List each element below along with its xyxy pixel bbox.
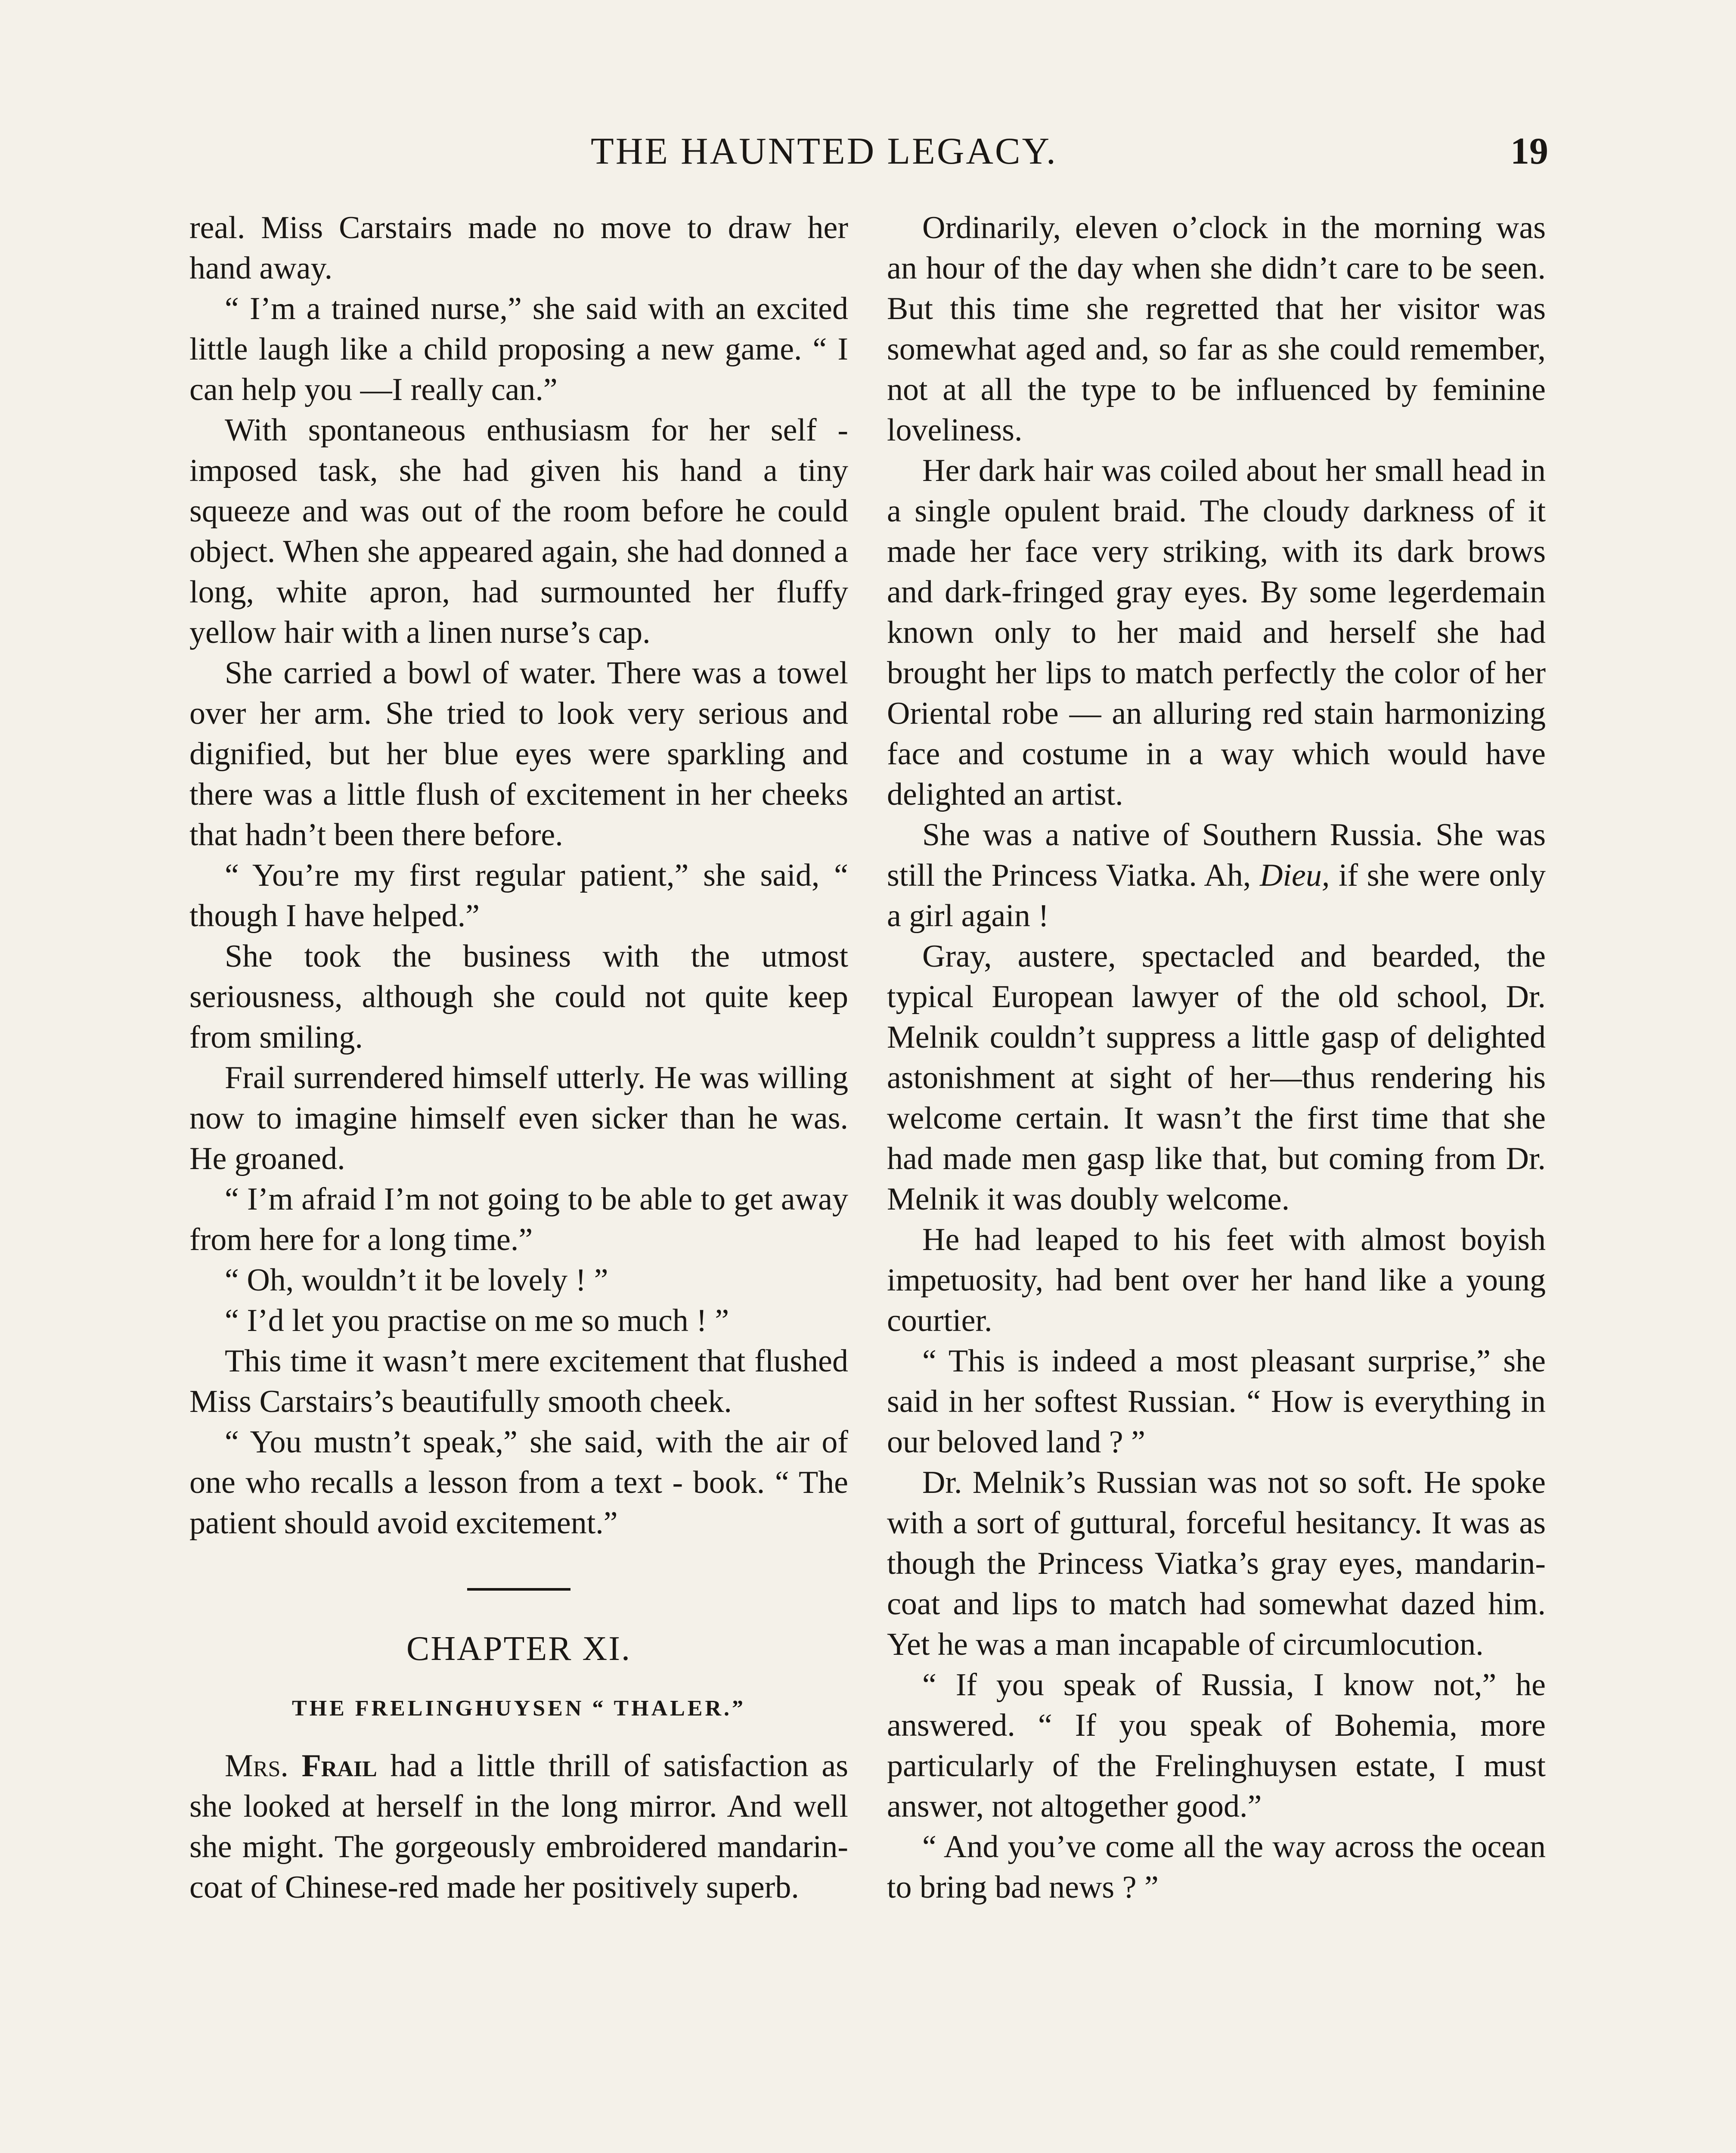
paragraph: “ I’d let you practise on me so much ! ” — [225, 1303, 729, 1338]
paragraph: Gray, austere, spectacled and bearded, the typical European lawyer of the old school, Dr. Melnik couldn’t suppress a little gasp of delighted astonishment at sight of her—thus rendering his welcome certain. It wasn’t the first time that she had made men gasp like that, but coming from Dr. Melnik it was doubly welcome. — [887, 939, 1546, 1217]
paragraph: Ordinarily, eleven o’clock in the morning was an hour of the day when she didn’t care to be seen. But this time she regretted that her visitor was somewhat aged and, so far as she could remember, not at all the type to be influenced by feminine loveliness. — [887, 210, 1546, 448]
paragraph-native — [887, 815, 1546, 936]
paragraph: “ Oh, wouldn’t it be lovely ! ” — [225, 1263, 608, 1298]
paragraph: “ I’m afraid I’m not going to be able to get away from here for a long time.” — [189, 1182, 848, 1257]
chapter-subtitle: THE FRELINGHUYSEN “ THALER.” — [291, 1696, 746, 1721]
right-column — [887, 208, 1546, 1908]
paragraph: Her dark hair was coiled about her small head in a single opulent braid. The cloudy darkness of it made her face very striking, with its dark brows and dark-fringed gray eyes. By some legerdemain known only to her maid and herself she had brought her lips to match perfectly the color of her Oriental robe — an alluring red stain harmonizing face and costume in a way which would have delighted an artist. — [887, 453, 1546, 812]
paragraph: “ I’m a trained nurse,” she said with an excited little laugh like a child proposing a new game. “ I can help you —I really can.” — [189, 291, 848, 407]
paragraph: She carried a bowl of water. There was a towel over her arm. She tried to look very serious and dignified, but her blue eyes were sparkling and there was a little flush of excitement in her cheeks that hadn’t been there before. — [189, 655, 848, 853]
paragraph: “ If you speak of Russia, I know not,” he answered. “ If you speak of Bohemia, more particularly of the Frelinghuysen estate, I must answer, not altogether good.” — [887, 1667, 1546, 1824]
page-number: 19 — [1510, 130, 1548, 172]
paragraph: With spontaneous enthusiasm for her self - imposed task, she had given his hand a tiny squeeze and was out of the room before he could object. When she appeared again, she had donned a long, white apron, had surmounted her fluffy yellow hair with a linen nurse’s cap. — [189, 413, 848, 650]
paragraph: “ And you’ve come all the way across the ocean to bring bad news ? ” — [887, 1829, 1546, 1905]
running-title: THE HAUNTED LEGACY. — [591, 130, 1057, 172]
chapter-heading: CHAPTER XI. — [406, 1630, 631, 1668]
native-text-after: if she were only a girl again ! — [887, 858, 1546, 934]
opening-text: had a little thrill of satisfaction as she looked at herself in the long mirror. And well she might. The gorgeously embroidered mandarin-coat of Chinese-red made her positively superb. — [189, 1748, 848, 1905]
opening-name: Frail — [301, 1748, 377, 1784]
paragraph: “ You’re my first regular patient,” she said, “ though I have helped.” — [189, 858, 848, 934]
paragraph: He had leaped to his feet with almost boyish impetuosity, had bent over her hand like a young courtier. — [887, 1222, 1546, 1338]
running-header — [0, 126, 1736, 177]
left-column — [189, 208, 848, 1908]
native-text-before: She was a native of Southern Russia. She was still the Princess Viatka. Ah, — [887, 817, 1546, 893]
paragraph: “ You mustn’t speak,” she said, with the air of one who recalls a lesson from a text - book. “ The patient should avoid excitement.” — [189, 1424, 848, 1541]
chapter-opening-paragraph — [189, 1746, 848, 1908]
opening-title-word: Mrs. — [225, 1748, 288, 1784]
paragraph: This time it wasn’t mere excitement that flushed Miss Carstairs’s beautifully smooth cheek. — [189, 1343, 848, 1419]
paragraph: “ This is indeed a most pleasant surprise,” she said in her softest Russian. “ How is everything in our beloved land ? ” — [887, 1343, 1546, 1460]
paragraph: Frail surrendered himself utterly. He was willing now to imagine himself even sicker than he was. He groaned. — [189, 1060, 848, 1176]
chapter-divider-rule — [467, 1588, 570, 1591]
paragraph: real. Miss Carstairs made no move to draw her hand away. — [189, 210, 848, 286]
paragraph: Dr. Melnik’s Russian was not so soft. He spoke with a sort of guttural, forceful hesitancy. It was as though the Princess Viatka’s gray eyes, mandarin-coat and lips to match had somewhat dazed him. Yet he was a man incapable of circumlocution. — [887, 1465, 1546, 1662]
paragraph: She took the business with the utmost seriousness, although she could not quite keep from smiling. — [189, 939, 848, 1055]
italic-word: Dieu, — [1259, 858, 1330, 893]
